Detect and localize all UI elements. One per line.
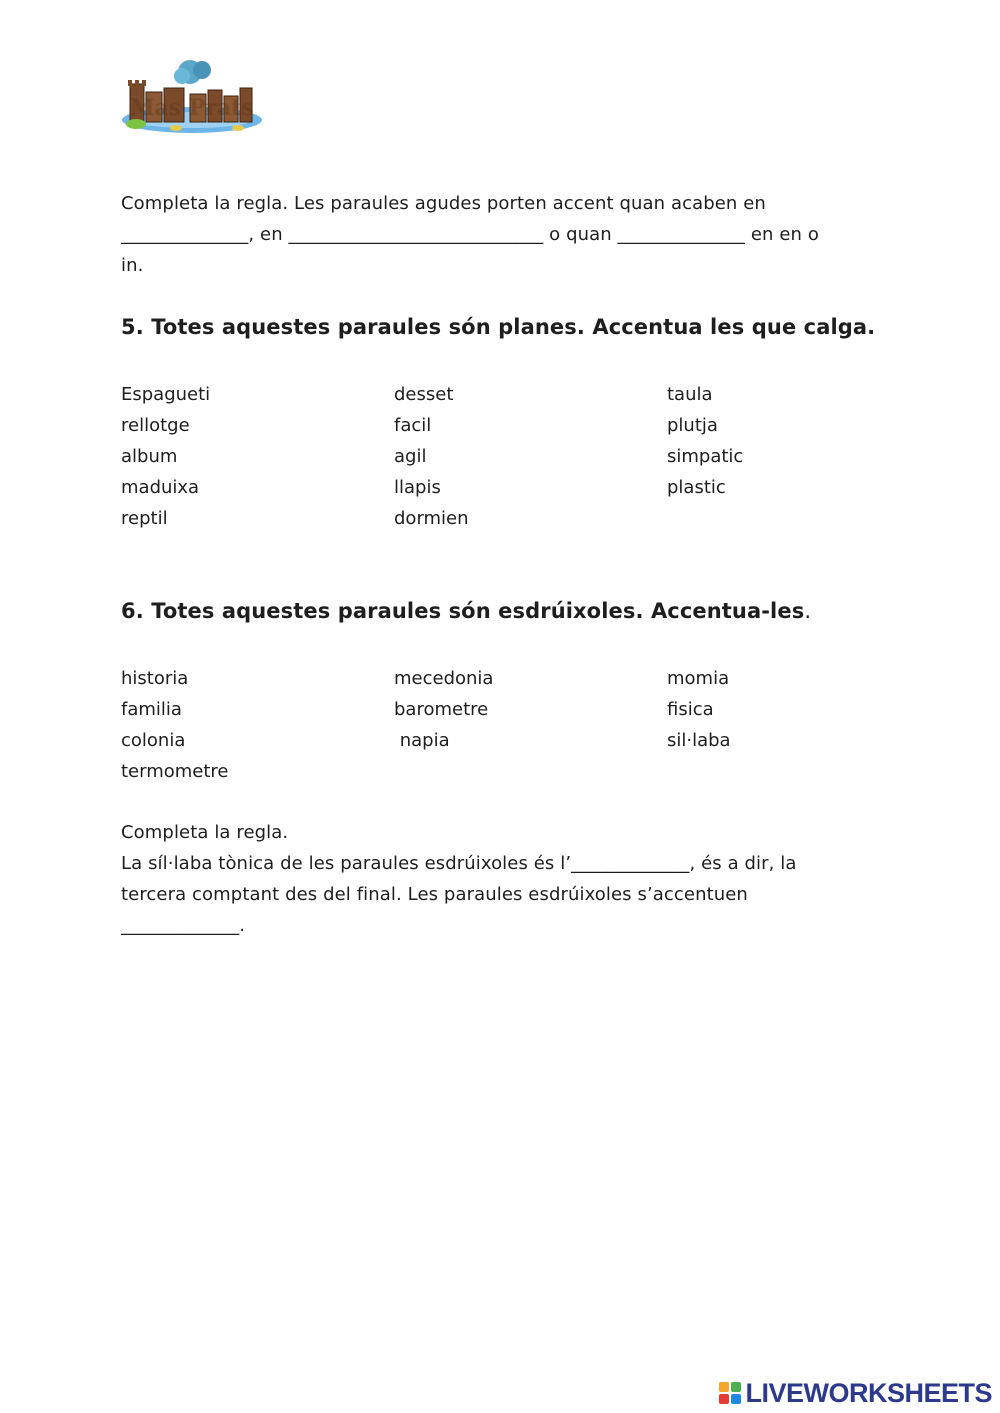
liveworksheets-logo-icon [719,1382,741,1404]
rule2-line4: _____________. [121,915,246,936]
word: reptil [121,508,168,529]
word: plutja [667,415,718,436]
word: fisica [667,699,714,720]
section6-column-3 [667,663,731,756]
word: sil·laba [667,730,731,751]
rule2-line1: Completa la regla. [121,822,289,843]
word: Espagueti [121,384,211,405]
liveworksheets-brand [719,1379,992,1407]
word: desset [394,384,454,405]
rule-paragraph-2 [121,817,881,941]
svg-text:Mas Prats: Mas Prats [130,95,254,121]
word: napia [394,730,450,751]
word: dormien [394,508,469,529]
word: album [121,446,178,467]
word: rellotge [121,415,190,436]
word: momia [667,668,730,689]
word: termometre [121,761,229,782]
word: facil [394,415,432,436]
word: maduixa [121,477,200,498]
section6-heading-text: 6. Totes aquestes paraules són esdrúixoles. Accentua-les [121,599,805,623]
word: simpatic [667,446,744,467]
section6-column-2 [394,663,493,756]
rule1-line1: Completa la regla. Les paraules agudes porten accent quan acaben en [121,193,766,214]
word: agil [394,446,427,467]
rule2-line3: tercera comptant des del final. Les paraules esdrúixoles s’accentuen [121,884,748,905]
rule-paragraph-1 [121,188,881,281]
section6-column-1 [121,663,229,787]
rule1-line2: ______________, en ____________________________ o quan ______________ en en o [121,224,819,245]
rule2-line2: La síl·laba tònica de les paraules esdrúixoles és l’_____________, és a dir, la [121,853,797,874]
section5-heading: 5. Totes aquestes paraules són planes. Accentua les que calga. [121,315,876,339]
rule1-line3: in. [121,255,144,276]
word: familia [121,699,182,720]
word: plastic [667,477,726,498]
word: mecedonia [394,668,494,689]
section6-heading [121,599,811,623]
word: llapis [394,477,441,498]
section5-column-3 [667,379,743,503]
word: taula [667,384,713,405]
section6-heading-end: . [804,599,812,623]
brand-name: LIVEWORKSHEETS [745,1377,992,1408]
section5-column-2 [394,379,469,534]
word: barometre [394,699,489,720]
school-logo [118,58,266,138]
section5-column-1 [121,379,210,534]
word: historia [121,668,189,689]
word: colonia [121,730,186,751]
